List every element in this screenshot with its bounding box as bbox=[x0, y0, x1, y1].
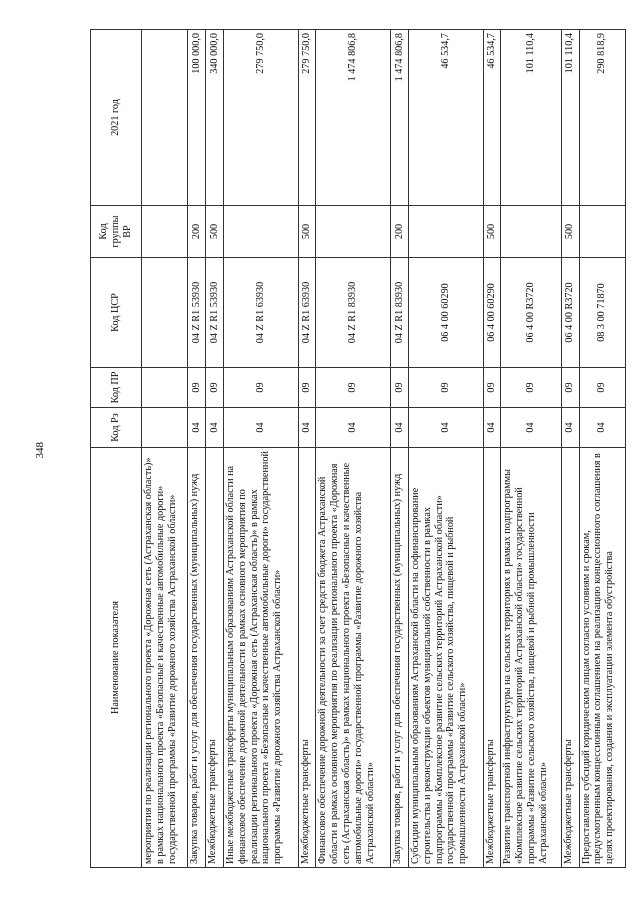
table-row bbox=[391, 30, 409, 868]
header-name: Наименование показателя bbox=[91, 448, 142, 868]
cell-rz: 04 bbox=[223, 408, 298, 448]
cell-pr bbox=[142, 368, 188, 408]
table-row bbox=[298, 30, 316, 868]
cell-sum: 1 474 806,8 bbox=[391, 30, 409, 206]
header-csr: Код ЦСР bbox=[91, 258, 142, 368]
table-row bbox=[142, 30, 188, 868]
cell-name: Развитие транспортной инфраструктуры на сельских территориях в рамках подпрограммы «Комплексное развитие сельских территорий Астраханской области» государственной программы «Развитие сельского хозяйства, пищевой и рыбной промышленности Астраханской области» bbox=[501, 448, 561, 868]
header-pr: Код ПР bbox=[91, 368, 142, 408]
cell-sum bbox=[142, 30, 188, 206]
table-body bbox=[142, 30, 626, 868]
cell-vr bbox=[142, 206, 188, 258]
cell-vr: 500 bbox=[561, 206, 579, 258]
table-row bbox=[206, 30, 224, 868]
cell-csr: 04 Z R1 83930 bbox=[391, 258, 409, 368]
cell-vr: 500 bbox=[298, 206, 316, 258]
cell-name: Финансовое обеспечение дорожной деятельности за счет средств бюджета Астраханской области в рамках основного мероприятия по реализации регионального проекта «Дорожная сеть (Астраханская область)» в рамках национального проекта «Безопасные и качественные автомобильные дороги» государственной программы «Развитие дорожного хозяйства Астраханской области» bbox=[316, 448, 391, 868]
cell-pr: 09 bbox=[579, 368, 625, 408]
budget-table bbox=[90, 29, 626, 868]
cell-pr: 09 bbox=[408, 368, 483, 408]
cell-sum: 101 110,4 bbox=[501, 30, 561, 206]
cell-pr: 09 bbox=[316, 368, 391, 408]
cell-sum: 1 474 806,8 bbox=[316, 30, 391, 206]
cell-vr: 500 bbox=[483, 206, 501, 258]
cell-csr: 04 Z R1 63930 bbox=[223, 258, 298, 368]
cell-csr: 04 Z R1 83930 bbox=[316, 258, 391, 368]
budget-table-wrapper bbox=[90, 30, 626, 868]
cell-sum: 340 000,0 bbox=[206, 30, 224, 206]
cell-sum: 100 000,0 bbox=[188, 30, 206, 206]
table-row bbox=[579, 30, 625, 868]
cell-csr bbox=[142, 258, 188, 368]
cell-name: Закупка товаров, работ и услуг для обеспечения государственных (муниципальных) нужд bbox=[391, 448, 409, 868]
cell-csr: 06 4 00 R3720 bbox=[501, 258, 561, 368]
cell-pr: 09 bbox=[206, 368, 224, 408]
cell-name: Закупка товаров, работ и услуг для обеспечения государственных (муниципальных) нужд bbox=[188, 448, 206, 868]
cell-pr: 09 bbox=[483, 368, 501, 408]
cell-rz: 04 bbox=[298, 408, 316, 448]
cell-pr: 09 bbox=[188, 368, 206, 408]
cell-vr bbox=[316, 206, 391, 258]
cell-rz: 04 bbox=[561, 408, 579, 448]
cell-pr: 09 bbox=[223, 368, 298, 408]
cell-vr: 500 bbox=[206, 206, 224, 258]
cell-rz: 04 bbox=[579, 408, 625, 448]
cell-rz: 04 bbox=[188, 408, 206, 448]
cell-rz: 04 bbox=[483, 408, 501, 448]
cell-csr: 06 4 00 60290 bbox=[408, 258, 483, 368]
cell-rz: 04 bbox=[206, 408, 224, 448]
cell-rz: 04 bbox=[391, 408, 409, 448]
cell-rz: 04 bbox=[316, 408, 391, 448]
header-rz: Код Рз bbox=[91, 408, 142, 448]
page-number: 348 bbox=[34, 442, 46, 459]
header-sum: 2021 год bbox=[91, 30, 142, 206]
cell-vr bbox=[501, 206, 561, 258]
cell-csr: 04 Z R1 63930 bbox=[298, 258, 316, 368]
rotated-page-container bbox=[90, 30, 626, 868]
cell-vr bbox=[579, 206, 625, 258]
table-row bbox=[483, 30, 501, 868]
table-header-row bbox=[91, 30, 142, 868]
table-row bbox=[188, 30, 206, 868]
cell-rz: 04 bbox=[408, 408, 483, 448]
cell-vr: 200 bbox=[391, 206, 409, 258]
cell-vr: 200 bbox=[188, 206, 206, 258]
cell-sum: 279 750,0 bbox=[298, 30, 316, 206]
cell-sum: 279 750,0 bbox=[223, 30, 298, 206]
cell-rz: 04 bbox=[501, 408, 561, 448]
cell-csr: 04 Z R1 53930 bbox=[188, 258, 206, 368]
cell-name: Субсидии муниципальным образованиям Астраханской области на софинансирование строительства и реконструкции объектов муниципальной собственности в рамках подпрограммы «Комплексное развитие сельских территорий Астраханской области» государственной программы «Развитие сельского хозяйства, пищевой и рыбной промышленности Астраханской области» bbox=[408, 448, 483, 868]
cell-pr: 09 bbox=[298, 368, 316, 408]
table-row bbox=[316, 30, 391, 868]
cell-name: Межбюджетные трансферты bbox=[206, 448, 224, 868]
cell-csr: 06 4 00 R3720 bbox=[561, 258, 579, 368]
cell-vr bbox=[408, 206, 483, 258]
cell-csr: 08 3 00 71870 bbox=[579, 258, 625, 368]
cell-vr bbox=[223, 206, 298, 258]
table-row bbox=[561, 30, 579, 868]
table-row bbox=[223, 30, 298, 868]
cell-name: мероприятия по реализации регионального проекта «Дорожная сеть (Астраханская область)» в рамках национального проекта «Безопасные и качественные автомобильные дороги» государственной программы «Развитие дорожного хозяйства Астраханской области» bbox=[142, 448, 188, 868]
cell-rz bbox=[142, 408, 188, 448]
cell-name: Межбюджетные трансферты bbox=[298, 448, 316, 868]
table-row bbox=[408, 30, 483, 868]
cell-sum: 46 534,7 bbox=[483, 30, 501, 206]
cell-name: Межбюджетные трансферты bbox=[561, 448, 579, 868]
cell-sum: 46 534,7 bbox=[408, 30, 483, 206]
cell-pr: 09 bbox=[391, 368, 409, 408]
cell-csr: 04 Z R1 53930 bbox=[206, 258, 224, 368]
cell-name: Межбюджетные трансферты bbox=[483, 448, 501, 868]
header-vr: Код группы ВР bbox=[91, 206, 142, 258]
cell-sum: 290 818,9 bbox=[579, 30, 625, 206]
cell-pr: 09 bbox=[501, 368, 561, 408]
cell-name: Иные межбюджетные трансферты муниципальным образованиям Астраханской области на финансовое обеспечение дорожной деятельности в рамках основного мероприятия по реализации регионального проекта «Дорожная сеть (Астраханская область)» в рамках национального проекта «Безопасные и качественные автомобильные дороги» государственной программы «Развитие дорожного хозяйства Астраханской области» bbox=[223, 448, 298, 868]
table-row bbox=[501, 30, 561, 868]
cell-csr: 06 4 00 60290 bbox=[483, 258, 501, 368]
cell-name: Предоставление субсидий юридическим лицам согласно условиям и срокам, предусмотренным концессионным соглашением на реализацию концессионного соглашения в целях проектирования, создания и эксплуатации элемента обустройства bbox=[579, 448, 625, 868]
cell-sum: 101 110,4 bbox=[561, 30, 579, 206]
cell-pr: 09 bbox=[561, 368, 579, 408]
